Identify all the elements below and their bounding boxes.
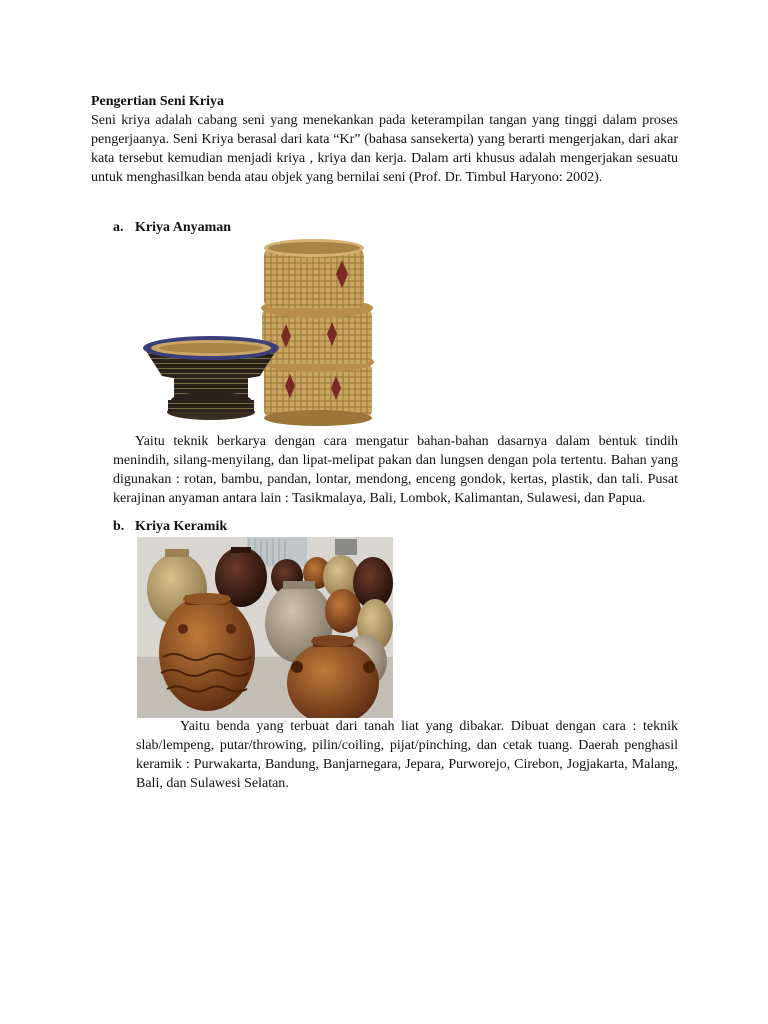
section-heading-label: Kriya Anyaman xyxy=(135,220,232,235)
intro-paragraph: Seni kriya adalah cabang seni yang menekankan pada keterampilan tangan yang tinggi dalam proses pengerjaanya. Seni Kriya berasal dari kata “Kr” (bahasa sansekerta) yang berarti mengerjakan, dari akar kata tersebut kemudian menjadi kriya , kriya dan kerja. Dalam arti khusus adalah mengerjakan sesuatu untuk menghasilkan benda atau objek yang bernilai seni (Prof. Dr. Timbul Haryono: 2002). xyxy=(91,113,678,185)
woven-baskets-photo xyxy=(136,236,376,428)
section-heading-anyaman xyxy=(113,219,231,237)
page-title: Pengertian Seni Kriya xyxy=(91,94,224,109)
section-marker: b. xyxy=(113,519,125,534)
section-heading-keramik xyxy=(113,518,227,536)
section-heading-label: Kriya Keramik xyxy=(135,519,228,534)
ceramic-jars-photo xyxy=(137,537,393,718)
anyaman-paragraph: Yaitu teknik berkarya dengan cara mengatur bahan-bahan dasarnya dalam bentuk tindih menindih, silang-menyilang, dan lipat-melipat pakan dan lungsen dengan pola tertentu. Bahan yang digunakan : rotan, bambu, pandan, lontar, mendong, enceng gondok, kertas, plastik, dan tali. Pusat kerajinan anyaman antara lain : Tasikmalaya, Bali, Lombok, Kalimantan, Sulawesi, dan Papua. xyxy=(113,434,678,506)
section-marker: a. xyxy=(113,220,124,235)
keramik-paragraph: Yaitu benda yang terbuat dari tanah liat yang dibakar. Dibuat dengan cara : teknik slab/lempeng, putar/throwing, pilin/coiling, pijat/pinching, dan cetak tuang. Daerah penghasil keramik : Purwakarta, Bandung, Banjarnegara, Jepara, Purworejo, Cirebon, Jogjakarta, Malang, Bali, dan Sulawesi Selatan. xyxy=(136,719,678,791)
